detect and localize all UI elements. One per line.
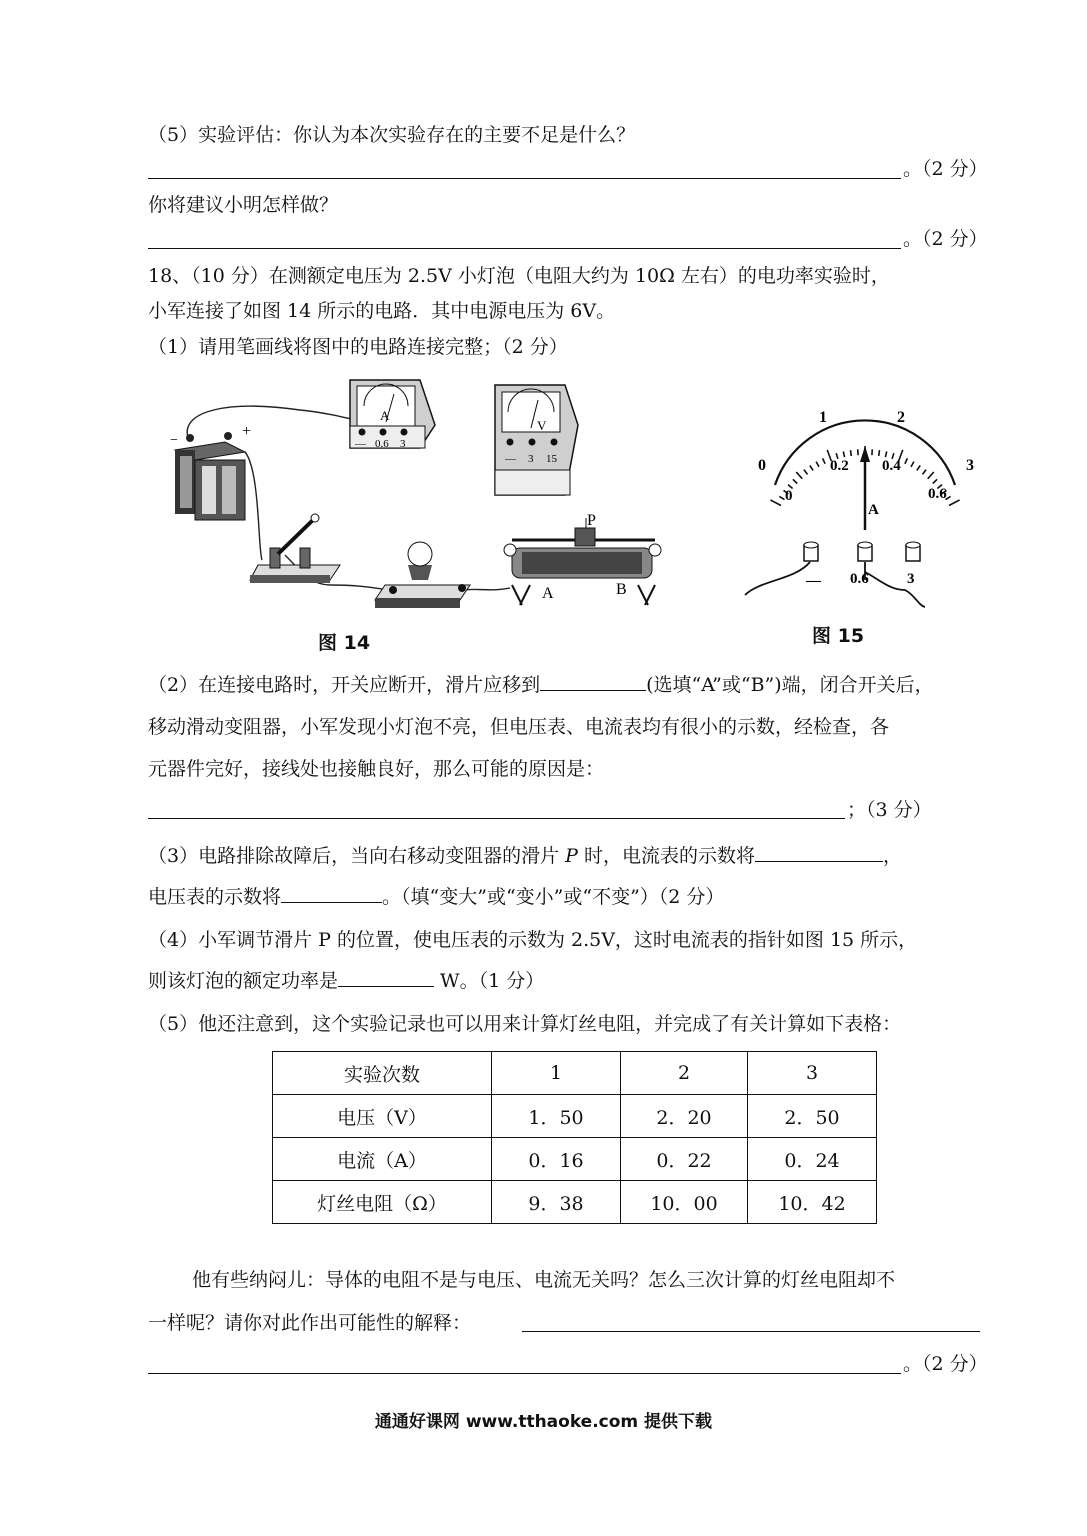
score-label: 。（2 分） [903, 158, 988, 180]
dial-tick [911, 462, 914, 467]
rheostat-end-a-label: A [542, 585, 554, 602]
score-label: ；（3 分） [847, 799, 932, 821]
figure-15-caption: 图 15 [812, 625, 865, 647]
lamp-holder [375, 542, 470, 608]
table-cell: 0．24 [748, 1138, 877, 1181]
battery-plus-label: + [242, 423, 252, 440]
answer-blank[interactable] [540, 672, 646, 691]
table-row [273, 1181, 877, 1224]
dial-tick [933, 479, 937, 483]
dial-tick [885, 451, 886, 457]
wire [745, 562, 810, 595]
q18-end-line2: 一样呢？请你对此作出可能性的解释： [148, 1312, 472, 1334]
table-cell: 1 [492, 1052, 621, 1095]
ammeter [350, 380, 435, 450]
q18-part3-line1 [148, 843, 902, 868]
dial-tick [816, 462, 819, 467]
text: (选填“A”或“B”)端，闭合开关后， [646, 674, 934, 696]
score-label: 。（2 分） [903, 1353, 988, 1375]
upper-scale-label: 2 [897, 409, 905, 426]
rheostat [504, 512, 661, 605]
table-cell: 2．20 [621, 1095, 748, 1138]
slider-symbol: P [565, 845, 578, 867]
voltmeter-letter: V [537, 418, 547, 433]
dial-tick [928, 472, 934, 479]
q18-end-line1: 他有些纳闷儿：导体的电阻不是与电压、电流无关吗？怎么三次计算的灯丝电阻却不 [192, 1269, 896, 1291]
dial-tick [810, 465, 813, 470]
upper-scale-label: 0 [758, 457, 766, 474]
table-cell: 2．50 [748, 1095, 877, 1138]
table-cell: 实验次数 [273, 1052, 492, 1095]
dial-tick [923, 470, 927, 475]
text: 电压表的示数将 [148, 886, 282, 908]
slider-label-p: P [587, 512, 596, 529]
wire [245, 452, 262, 560]
q18-intro-2: 小军连接了如图 14 所示的电路．其中电源电压为 6V。 [148, 300, 616, 322]
text: （3）电路排除故障后，当向右移动变阻器的滑片 [148, 845, 560, 867]
battery-minus-label: − [170, 433, 178, 448]
terminal-label: 3 [907, 571, 915, 587]
dial-tick [917, 465, 920, 470]
table-cell: 灯丝电阻（Ω） [273, 1181, 492, 1224]
voltmeter [495, 385, 578, 495]
upper-scale-label: 3 [966, 457, 974, 474]
terminal [906, 542, 920, 561]
pointer-arrow [860, 446, 870, 462]
q18-intro-1: 18、（10 分）在测额定电压为 2.5V 小灯泡（电阻大约为 10Ω 左右）的电功率实验时， [148, 265, 890, 287]
ammeter-letter: A [380, 408, 390, 423]
answer-blank[interactable] [148, 1373, 901, 1374]
lower-scale-label: 0.2 [830, 458, 849, 474]
q18-part2-line1 [148, 672, 934, 697]
table-row [273, 1138, 877, 1181]
text: 则该灯泡的额定功率是 [148, 970, 339, 992]
terminal [858, 542, 872, 561]
q17-5-question: （5）实验评估：你认为本次实验存在的主要不足是什么？ [148, 124, 636, 146]
answer-blank[interactable] [148, 248, 901, 249]
switch [250, 514, 340, 583]
answer-blank[interactable] [148, 818, 845, 819]
dial-tick [949, 500, 960, 506]
table-cell: 0．22 [621, 1138, 748, 1181]
table-header-row [273, 1052, 877, 1095]
dial-tick [879, 450, 880, 456]
table-row [273, 1095, 877, 1138]
dial-tick [823, 458, 826, 464]
battery [170, 423, 251, 520]
table-cell: 10．42 [748, 1181, 877, 1224]
answer-blank[interactable] [281, 884, 382, 903]
answer-blank[interactable] [148, 178, 901, 179]
dial-tick [843, 451, 844, 457]
q18-part2-line2: 移动滑动变阻器，小军发现小灯泡不亮，但电压表、电流表均有很小的示数，经检查，各 [148, 716, 890, 738]
answer-blank[interactable] [755, 843, 883, 862]
table-cell: 10．00 [621, 1181, 748, 1224]
text: 。（填“变大”或“变小”或“不变”）（2 分） [382, 886, 725, 908]
voltmeter-terminal-label: — [505, 453, 516, 465]
q18-part2-line3: 元器件完好，接线处也接触良好，那么可能的原因是： [148, 758, 605, 780]
text: W。（1 分） [434, 970, 545, 992]
table-cell: 3 [748, 1052, 877, 1095]
table-cell: 9．38 [492, 1181, 621, 1224]
text: ， [883, 845, 903, 867]
text: 时，电流表的示数将 [583, 845, 755, 867]
ammeter-terminal-label: 3 [400, 438, 406, 450]
text: （2）在连接电路时，开关应断开，滑片应移到 [148, 674, 541, 696]
wire [465, 588, 510, 590]
dial-tick [770, 500, 781, 506]
wire [865, 572, 925, 607]
dial-tick [796, 472, 802, 479]
upper-scale-label: 1 [819, 409, 827, 426]
voltmeter-terminal-label: 3 [528, 453, 534, 465]
dial-tick [905, 458, 908, 464]
figure-14-circuit [150, 370, 670, 620]
lower-scale-label: 0.6 [928, 486, 947, 502]
table-cell: 电压（V） [273, 1095, 492, 1138]
lower-scale-label: 0.4 [882, 458, 901, 474]
dial-tick [851, 450, 852, 456]
dial-tick [779, 496, 784, 499]
q18-part3-line2 [148, 884, 724, 909]
q18-part4-line2 [148, 968, 544, 993]
ammeter-terminal-label: 0.6 [375, 438, 389, 450]
dial-tick [804, 470, 808, 475]
figure-15-ammeter-dial [740, 400, 980, 615]
dial-tick [793, 479, 797, 483]
terminal-label: 0.6 [850, 571, 869, 587]
voltmeter-terminal-label: 15 [546, 453, 557, 465]
resistance-table [272, 1051, 877, 1224]
terminal-label: — [806, 573, 821, 589]
q17-5-suggest: 你将建议小明怎样做？ [148, 194, 339, 216]
table-cell: 1．50 [492, 1095, 621, 1138]
score-label: 。（2 分） [903, 228, 988, 250]
q18-part5: （5）他还注意到，这个实验记录也可以用来计算灯丝电阻，并完成了有关计算如下表格： [148, 1013, 902, 1035]
lower-scale-label: 0 [785, 488, 793, 504]
q18-part4-line1: （4）小军调节滑片 P 的位置，使电压表的示数为 2.5V，这时电流表的指针如图 15 所示， [148, 929, 918, 951]
answer-blank[interactable] [338, 968, 434, 987]
unit-label: A [868, 502, 879, 518]
table-cell: 2 [621, 1052, 748, 1095]
table-cell: 0．16 [492, 1138, 621, 1181]
figure-14-caption: 图 14 [318, 632, 371, 654]
terminal [804, 542, 818, 561]
answer-blank[interactable] [522, 1331, 980, 1332]
page-footer: 通通好课网 www.tthaoke.com 提供下载 [374, 1412, 713, 1432]
table-cell: 电流（A） [273, 1138, 492, 1181]
q18-part1: （1）请用笔画线将图中的电路连接完整；（2 分） [148, 336, 568, 358]
ammeter-terminal-label: — [355, 438, 366, 450]
rheostat-end-b-label: B [616, 581, 627, 598]
